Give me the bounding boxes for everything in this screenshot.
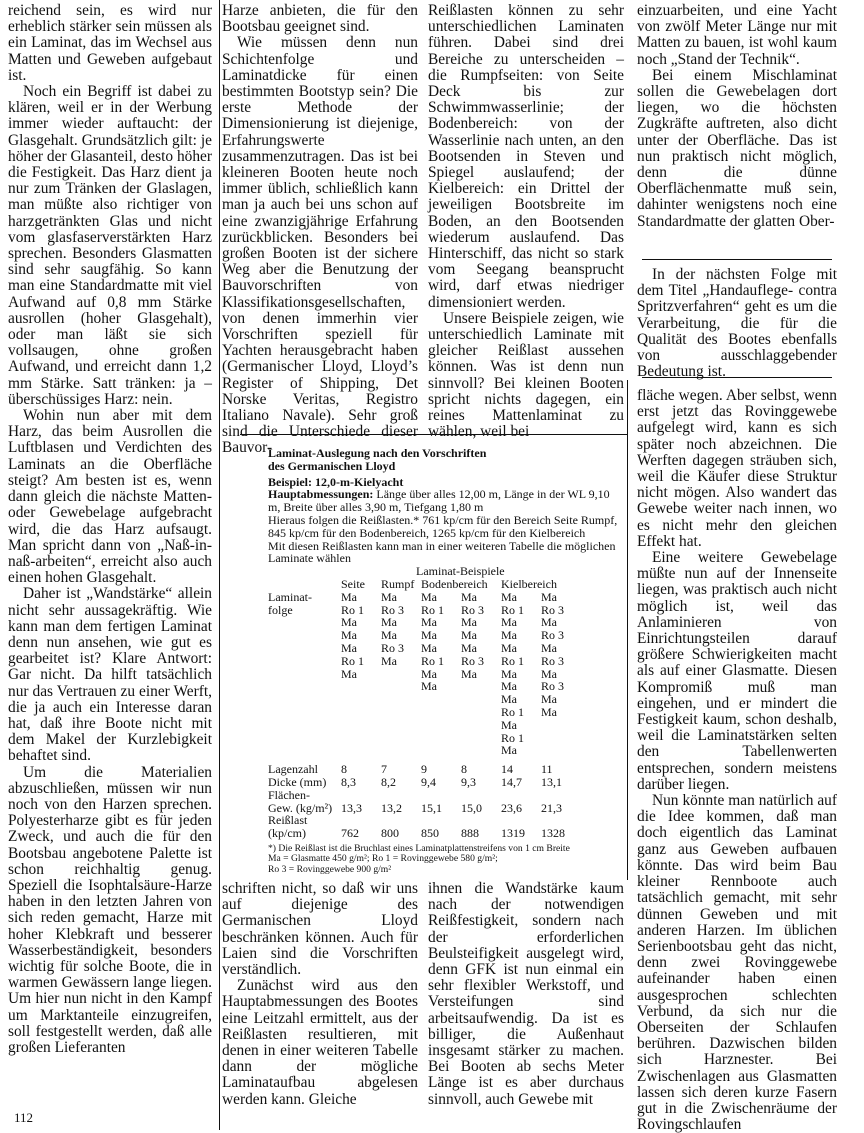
table-cell: Ma bbox=[501, 717, 517, 732]
row-label bbox=[268, 789, 341, 815]
table-cell bbox=[421, 732, 461, 745]
footnote-line: *) Die Reißlast ist die Bruchlast eines Laminatplattenstreifens von 1 cm Breite bbox=[268, 842, 570, 854]
table-cell: Ro 1 bbox=[501, 602, 525, 617]
layer-row bbox=[268, 604, 623, 617]
layer-row bbox=[268, 680, 623, 693]
row-label bbox=[268, 680, 341, 693]
paragraph: Daher ist „Wandstärke“ allein nicht sehr aussagekräftig. Wie kann man dem fertigen Laminat denn nun ansehen, wie gut es gearbeitet ist? Klare Antwort: Gar nicht. Da hilft tatsächlich nur das Vertrauen zu einer Werft, die ja auch ein Interesse daran hat, daß ihre Boote nicht mit dem Makel der Kurzlebigkeit behaftet sind. bbox=[8, 585, 212, 765]
paragraph: schriften nicht, so daß wir uns auf diejenige des Germanischen Lloyd beschränken können. Auch für Laien sind die Vorschriften verständlich. bbox=[222, 880, 418, 979]
table-cell: Ma bbox=[541, 640, 557, 655]
table-cell: 762 bbox=[341, 826, 359, 841]
table-cell: 8 bbox=[341, 762, 347, 777]
table-cell bbox=[381, 706, 421, 719]
paragraph: Wie müssen denn nun Schichtenfolge und Laminatdicke für einen bestimmten Bootstyp sein? Die erste Methode der Dimensionierung ist diejenige, Erfahrungswerte zusammenzutragen. Das ist bei kleineren Booten heute noch immer üblich, schließlich kann man ja auch bei uns schon auf eine zwanzigjährige Erfahrung zurückblicken. Besonders bei großen Booten ist der sichere Weg aber die Benutzung der Bauvorschriften von Klassifikationsgesellschaften, von denen immerhin vier Vorschriften speziell für Yachten herausgebracht haben (Germanischer Lloyd, Lloyd’s Register of Shipping, Det Norske Veritas, Registro Italiano Navale). Sehr groß sind die Unterschiede dieser Bauvor- bbox=[222, 34, 418, 457]
table-cell bbox=[381, 732, 421, 745]
layer-row bbox=[268, 719, 623, 732]
table-cell: Ma bbox=[421, 666, 437, 681]
table-cell: Ma bbox=[461, 640, 477, 655]
text-column-3-top bbox=[428, 3, 624, 440]
table-cell: Ma bbox=[381, 615, 397, 630]
paragraph: Noch ein Begriff ist dabei zu klären, weil er in der Werbung immer wieder auftaucht: der Glasgehalt. Grundsätzlich gilt: je höher der Glasanteil, desto höher die Festigkeit. Das Harz dient ja nur zum Tränken der Glaslagen, man müßte also richtiger von harzgetränkten Glas und nicht vom glasfaserverstärkten Harz sprechen. Besonders Glasmatten sind sehr saugfähig. So kann man eine Standardmatte mit viel Aufwand auf 0,8 mm Stärke ausrollen (hoher Glasgehalt), oder man läßt sie sich vollsaugen, ohne großen Aufwand, und erreicht dann 1,2 mm Stärke. Satt tränken: ja – überschüssiges Harz: nein. bbox=[8, 83, 212, 408]
table-cell bbox=[421, 706, 461, 719]
layer-row bbox=[268, 629, 623, 642]
table-cell: Ma bbox=[341, 615, 357, 630]
table-cell bbox=[421, 693, 461, 706]
footnote-line: Ma = Glasmatte 450 g/m²; Ro 1 = Rovinggewebe 580 g/m²; bbox=[268, 853, 498, 865]
row-label: Dicke (mm) bbox=[268, 774, 327, 789]
paragraph: reichend sein, es wird nur erheblich stärker sein müssen als ein Laminat, das im Wechsel aus Matten und Geweben aufgebaut ist. bbox=[8, 2, 212, 84]
table-cell bbox=[341, 693, 381, 706]
paragraph: Zunächst wird aus den Hauptabmessungen des Bootes eine Leitzahl ermittelt, aus der Reißlasten resultieren, mit denen in einer weiteren Tabelle dann der mögliche Laminataufbau abgelesen werden kann. Gleiche bbox=[222, 977, 418, 1108]
row-label bbox=[268, 655, 341, 668]
box-example: Beispiel: 12,0-m-Kielyacht bbox=[268, 474, 404, 489]
table-cell: 13,2 bbox=[381, 800, 402, 815]
table-cell: Ma bbox=[501, 692, 517, 707]
next-issue-note bbox=[637, 267, 837, 380]
table-cell bbox=[541, 719, 581, 732]
row-label-line: Gew. (kg/m²) bbox=[268, 800, 333, 815]
table-cell: 7 bbox=[381, 762, 387, 777]
row-label: folge bbox=[268, 602, 293, 617]
row-label bbox=[268, 642, 341, 655]
paragraph: Um die Materialien abzuschließen, müssen wir nun noch von den Harzen sprechen. Polyesterharze gibt es für jeden Zweck, und auch die für den Bootsbau angebotene Palette ist schon reichhaltig genug. Speziell die Isophtalsäure-Harze haben in den letzten Jahren von sich reden gemacht, Harze mit hoher Klebkraft und besserer Wasserbeständigkeit, besonders wichtig für solche Boote, die in warmen Gewässern lange liegen. Um hier nun nicht in den Kampf um Marktanteile einzugreifen, soll festgestellt werden, daß alle großen Lieferanten bbox=[8, 763, 212, 1056]
text-column-4-bottom bbox=[637, 388, 837, 1133]
table-cell: 23,6 bbox=[501, 800, 522, 815]
table-cell: Ma bbox=[461, 628, 477, 643]
table-cell bbox=[461, 744, 501, 757]
stat-row bbox=[268, 789, 623, 815]
table-cell: 8,2 bbox=[381, 774, 396, 789]
table-cell: Ma bbox=[381, 653, 397, 668]
table-cell: Ma bbox=[421, 615, 437, 630]
table-cell: 15,1 bbox=[421, 800, 442, 815]
paragraph: Harze anbieten, die für den Bootsbau geeignet sind. bbox=[222, 2, 418, 36]
table-cell: Ma bbox=[461, 589, 477, 604]
table-cell: Ma bbox=[541, 666, 557, 681]
row-label bbox=[268, 668, 341, 681]
table-cell: 1328 bbox=[541, 826, 565, 841]
row-label bbox=[268, 732, 341, 745]
table-cell: Ma bbox=[541, 692, 557, 707]
table-header-cell: Kielbereich bbox=[501, 576, 557, 591]
table-cell: Ro 1 bbox=[421, 602, 445, 617]
table-cell bbox=[381, 744, 421, 757]
table-box-right-rule bbox=[627, 380, 628, 880]
paragraph: Bei einem Mischlaminat sollen die Gewebelagen dort liegen, wo die höchsten Zugkräfte auftreten, also dicht unter der Oberfläche. Das ist nun praktisch nicht möglich, denn die dünne Oberflächenmatte muß sein, dahinter wenigstens noch eine Standardmatte der glatten Ober- bbox=[637, 66, 837, 230]
table-cell: Ma bbox=[501, 679, 517, 694]
paragraph: Reißlasten können zu sehr unterschiedlichen Laminaten führen. Dabei sind drei Bereiche zu unterscheiden – die Rumpfseiten: von Seite Deck bis zur Schwimmwasserlinie; der Bodenbereich: von der Wasserlinie nach unten, an den Bootsenden in Steven und Spiegel auslaufend; der Kielbereich: ein Drittel der jeweiligen Bootsbreite im Boden, an den Bootsenden wiederum auslaufend. Das Hinterschiff, das nicht so stark vom Seegang beansprucht wird, darf etwas niedriger dimensioniert werden. bbox=[428, 2, 624, 311]
table-cell: Ro 1 bbox=[501, 730, 525, 745]
table-cell bbox=[381, 719, 421, 732]
table-cell bbox=[341, 706, 381, 719]
table-header-row bbox=[268, 578, 623, 591]
table-cell: Ro 1 bbox=[341, 653, 365, 668]
layer-rows bbox=[268, 591, 623, 757]
table-cell: Ro 3 bbox=[541, 679, 565, 694]
table-cell: Ro 1 bbox=[501, 653, 525, 668]
table-cell: 9,4 bbox=[421, 774, 436, 789]
table-cell: Ma bbox=[501, 615, 517, 630]
layer-row bbox=[268, 693, 623, 706]
layer-row bbox=[268, 655, 623, 668]
row-label bbox=[268, 719, 341, 732]
paragraph: einzuarbeiten, und eine Yacht von zwölf Meter Länge nur mit Matten zu bauen, ist wohl kaum noch „Stand der Technik“. bbox=[637, 2, 837, 68]
text-column-2-top bbox=[222, 3, 418, 457]
table-cell: Ma bbox=[341, 628, 357, 643]
text-column-3-bottom bbox=[428, 881, 624, 1108]
table-cell: Ma bbox=[461, 615, 477, 630]
table-cell bbox=[421, 744, 461, 757]
row-label bbox=[268, 814, 341, 840]
table-cell: Ro 3 bbox=[461, 602, 485, 617]
text-column-1 bbox=[8, 3, 212, 1056]
stat-rows bbox=[268, 763, 623, 840]
box-text: Hieraus folgen die Reißlasten.* 761 kp/cm für den Bereich Seite Rumpf, 845 kp/cm für den Bodenbereich, 1265 kp/cm für den Kielbereich bbox=[268, 512, 618, 540]
table-cell bbox=[421, 719, 461, 732]
table-cell: Ma bbox=[461, 666, 477, 681]
table-cell bbox=[461, 680, 501, 693]
table-header-cell: Rumpf bbox=[381, 576, 415, 591]
layer-row bbox=[268, 591, 623, 604]
paragraph: Unsere Beispiele zeigen, wie unterschiedlich Laminate mit gleicher Reißlast aussehen können. Was ist denn nun sinnvoll? Bei kleinen Booten spricht nichts dagegen, ein reines Mattenlaminat zu wählen, weil bei bbox=[428, 309, 624, 441]
table-cell bbox=[341, 744, 381, 757]
table-cell: Ma bbox=[421, 640, 437, 655]
column-rule bbox=[219, 0, 220, 1130]
table-cell: 9 bbox=[421, 762, 427, 777]
box-title: Laminat-Auslegung nach den Vorschriften bbox=[268, 446, 487, 460]
table-cell: 13,1 bbox=[541, 774, 562, 789]
text-column-2-bottom bbox=[222, 881, 418, 1108]
footnote-line: Ro 3 = Rovinggewebe 900 g/m² bbox=[268, 863, 392, 875]
paragraph: Eine weitere Gewebelage müßte nun auf der Innenseite liegen, was praktisch auch nicht möglich ist, weil das Anlaminieren von Einrichtungsteilen darauf größere Schwierigkeiten macht als auf einer Glasmatte. Diesen Kompromiß muß man eingehen, und er mindert die Festigkeit kaum, schon deshalb, weil die Laminatstärken selten den Tabellenwerten entsprechen, sondern meistens darüber liegen. bbox=[637, 549, 837, 793]
table-cell: 850 bbox=[421, 826, 439, 841]
table-cell: Ma bbox=[341, 589, 357, 604]
row-label-line: Flächen- bbox=[268, 787, 310, 802]
table-cell: 14 bbox=[501, 762, 513, 777]
table-cell: 11 bbox=[541, 762, 553, 777]
paragraph: In der nächsten Folge mit dem Titel „Handauflege- contra Spritzverfahren“ geht es um die Verarbeitung, die für die Qualität des Bootes ebenfalls von ausschlaggebender Bedeutung ist. bbox=[637, 266, 837, 381]
table-cell bbox=[341, 719, 381, 732]
table-cell: Ma bbox=[501, 640, 517, 655]
table-cell: 15,0 bbox=[461, 800, 482, 815]
row-label-line: Reißlast bbox=[268, 813, 308, 828]
table-cell: Ma bbox=[541, 704, 557, 719]
row-label-line: (kp/cm) bbox=[268, 826, 306, 841]
table-cell bbox=[381, 680, 421, 693]
table-cell: Ma bbox=[381, 589, 397, 604]
table-cell: 1319 bbox=[501, 826, 525, 841]
layer-row bbox=[268, 732, 623, 745]
table-cell: Ma bbox=[381, 628, 397, 643]
layer-row bbox=[268, 706, 623, 719]
box-dimensions: Hauptabmessungen: Länge über alles 12,00 m, Länge in der WL 9,10 m, Breite über alles 3,90 m, Tiefgang 1,80 m bbox=[268, 487, 610, 515]
paragraph: Nun könnte man natürlich auf die Idee kommen, daß man doch eigentlich das Laminat ganz aus Geweben aufbauen könnte. Das wird beim Bau kleiner Rennboote auch tatsächlich gemacht, mit sehr dünnen Geweben und mit anderen Harzen. Im üblichen Serienbootsbau geht das nicht, denn zwei Rovinggewebe aufeinander haben einen ausgesprochen schlechten Verbund, da sich nur die Oberseiten der Schlaufen berühren. Dazwischen bilden sich Harznester. Bei Zwischenlagen aus Glasmatten lassen sich deren kurze Fasern gut in die Zwischenräume der Rovingschlaufen bbox=[637, 792, 837, 1133]
paragraph: Wohin nun aber mit dem Harz, das beim Ausrollen die Luftblasen und Verdichten des Laminats an die Oberfläche steigt? Am besten ist es, wenn dann gleich die nächste Matten- oder Gewebelage aufgebracht wird, die das Harz aufsaugt. Man spricht dann von „Naß-in-naß-arbeiten“, erreicht also auch einen hohen Glasgehalt. bbox=[8, 407, 212, 587]
row-label bbox=[268, 629, 341, 642]
table-cell: 9,3 bbox=[461, 774, 476, 789]
laminate-table-box bbox=[268, 447, 623, 875]
layer-row bbox=[268, 616, 623, 629]
table-cell: Ro 1 bbox=[341, 602, 365, 617]
examples-header: Laminat-Beispiele bbox=[416, 564, 505, 579]
table-header-cell: Seite bbox=[341, 576, 365, 591]
table-cell bbox=[341, 732, 381, 745]
table-cell: Ro 1 bbox=[501, 704, 525, 719]
table-cell: Ro 3 bbox=[381, 640, 405, 655]
table-cell: Ma bbox=[341, 666, 357, 681]
table-cell: Ro 3 bbox=[541, 628, 565, 643]
table-cell: Ma bbox=[501, 666, 517, 681]
table-cell: 8,3 bbox=[341, 774, 356, 789]
row-label bbox=[268, 616, 341, 629]
row-label bbox=[268, 706, 341, 719]
row-label bbox=[268, 693, 341, 706]
stat-row bbox=[268, 763, 623, 776]
box-text: Mit diesen Reißlasten kann man in einer weiteren Tabelle die möglichen Laminate wählen bbox=[268, 538, 616, 566]
table-cell: Ma bbox=[541, 589, 557, 604]
table-header-cell bbox=[541, 578, 581, 591]
table-cell: Ma bbox=[501, 628, 517, 643]
row-label: Laminat- bbox=[268, 589, 312, 604]
table-cell: Ro 3 bbox=[541, 653, 565, 668]
table-header-cell: Bodenbereich bbox=[421, 576, 488, 591]
box-title-2: des Germanischen Lloyd bbox=[268, 458, 396, 473]
text-column-4-top bbox=[637, 3, 837, 230]
table-header-cell bbox=[268, 578, 341, 591]
table-cell: Ma bbox=[421, 679, 437, 694]
table-cell: 800 bbox=[381, 826, 399, 841]
table-cell bbox=[341, 680, 381, 693]
table-cell bbox=[381, 668, 421, 681]
table-cell: Ma bbox=[341, 640, 357, 655]
table-cell: Ma bbox=[421, 589, 437, 604]
table-cell bbox=[461, 719, 501, 732]
table-cell: 14,7 bbox=[501, 774, 522, 789]
stat-row bbox=[268, 776, 623, 789]
table-cell bbox=[541, 744, 581, 757]
paragraph: ihnen die Wandstärke kaum nach der notwendigen Reißfestigkeit, sondern nach der erforderlichen Beulsteifigkeit ausgelegt wird, denn GFK ist nun einmal ein sehr flexibler Werkstoff, und Versteifungen sind arbeitsaufwendig. Da ist es billiger, die Außenhaut insgesamt stärker zu machen. Bei Booten ab sechs Meter Länge ist es aber durchaus sinnvoll, auch Gewebe mit bbox=[428, 880, 624, 1108]
footnote bbox=[268, 844, 623, 876]
table-cell bbox=[461, 732, 501, 745]
table-cell bbox=[461, 693, 501, 706]
layer-row bbox=[268, 642, 623, 655]
layer-row bbox=[268, 668, 623, 681]
table-cell: Ma bbox=[541, 615, 557, 630]
table-cell: 21,3 bbox=[541, 800, 562, 815]
table-cell: Ro 3 bbox=[381, 602, 405, 617]
paragraph: fläche wegen. Aber selbst, wenn erst jetzt das Rovinggewebe aufgelegt wird, kann es sich später noch abzeichnen. Die Werften dagegen sträuben sich, weil die Käufer diese Struktur nicht mögen. Also wandert das Gewebe weiter nach innen, wo es nicht mehr den gleichen Effekt hat. bbox=[637, 387, 837, 550]
table-cell: Ma bbox=[501, 589, 517, 604]
row-label bbox=[268, 744, 341, 757]
table-cell: Ma bbox=[421, 628, 437, 643]
row-label: Lagenzahl bbox=[268, 762, 318, 777]
table-cell: Ma bbox=[501, 743, 517, 758]
table-cell: 13,3 bbox=[341, 800, 362, 815]
layer-row bbox=[268, 744, 623, 757]
table-cell: Ro 3 bbox=[461, 653, 485, 668]
table-cell bbox=[381, 693, 421, 706]
stat-row bbox=[268, 814, 623, 840]
table-cell: Ro 3 bbox=[541, 602, 565, 617]
table-cell bbox=[541, 732, 581, 745]
table-cell: 8 bbox=[461, 762, 467, 777]
table-cell: 888 bbox=[461, 826, 479, 841]
note-top-rule bbox=[642, 259, 832, 260]
page-number: 112 bbox=[14, 1110, 34, 1125]
table-cell bbox=[461, 706, 501, 719]
table-cell: Ro 1 bbox=[421, 653, 445, 668]
